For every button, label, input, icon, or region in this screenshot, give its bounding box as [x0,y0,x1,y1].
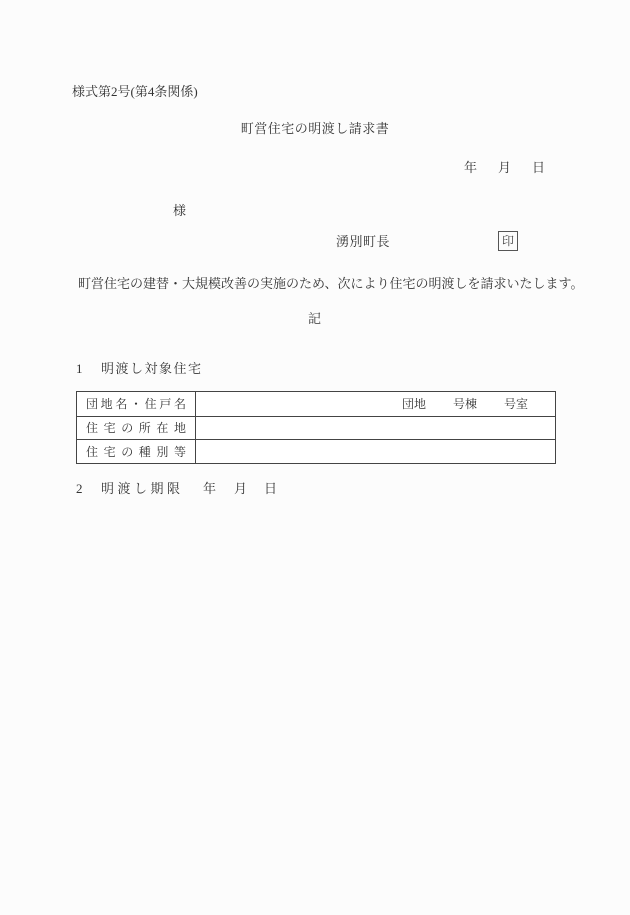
section2-number: 2 [76,481,83,496]
row-label-address: 住宅の所在地 [77,417,196,440]
date-month-label: 月 [498,160,512,175]
document-title: 町営住宅の明渡し請求書 [240,121,390,136]
section1-heading: 明渡し対象住宅 [101,361,203,376]
date-line [464,160,545,176]
date-day-label: 日 [532,160,546,175]
danchi-label: 団地 [401,397,426,411]
row-value-complex-name [196,392,555,416]
seal-placeholder: 印 [498,231,518,251]
room-number-label: 号室 [503,397,528,411]
date-year-label: 年 [464,160,478,175]
sender-name: 湧別町長 [336,234,391,249]
table-row [77,439,555,463]
section1-number: 1 [76,361,83,376]
table-row [77,392,555,416]
row-value-type [196,440,555,464]
notice-marker: 記 [307,311,322,326]
building-number-label: 号棟 [452,397,477,411]
deadline-month-label: 月 [234,481,248,496]
section2-heading: 明渡し期限 [101,481,184,496]
addressee-suffix: 様 [173,203,187,218]
deadline-day-label: 日 [264,481,278,496]
table-row [77,416,555,439]
form-number: 様式第2号(第4条関係) [72,84,198,99]
row-label-type: 住宅の種別等 [77,440,196,464]
row-label-complex-name: 団地名・住戸名 [77,392,196,416]
deadline-year-label: 年 [203,481,217,496]
row-value-address [196,417,555,440]
housing-table [76,391,556,464]
body-text: 町営住宅の建替・大規模改善の実施のため、次により住宅の明渡しを請求いたします。 [78,276,584,291]
